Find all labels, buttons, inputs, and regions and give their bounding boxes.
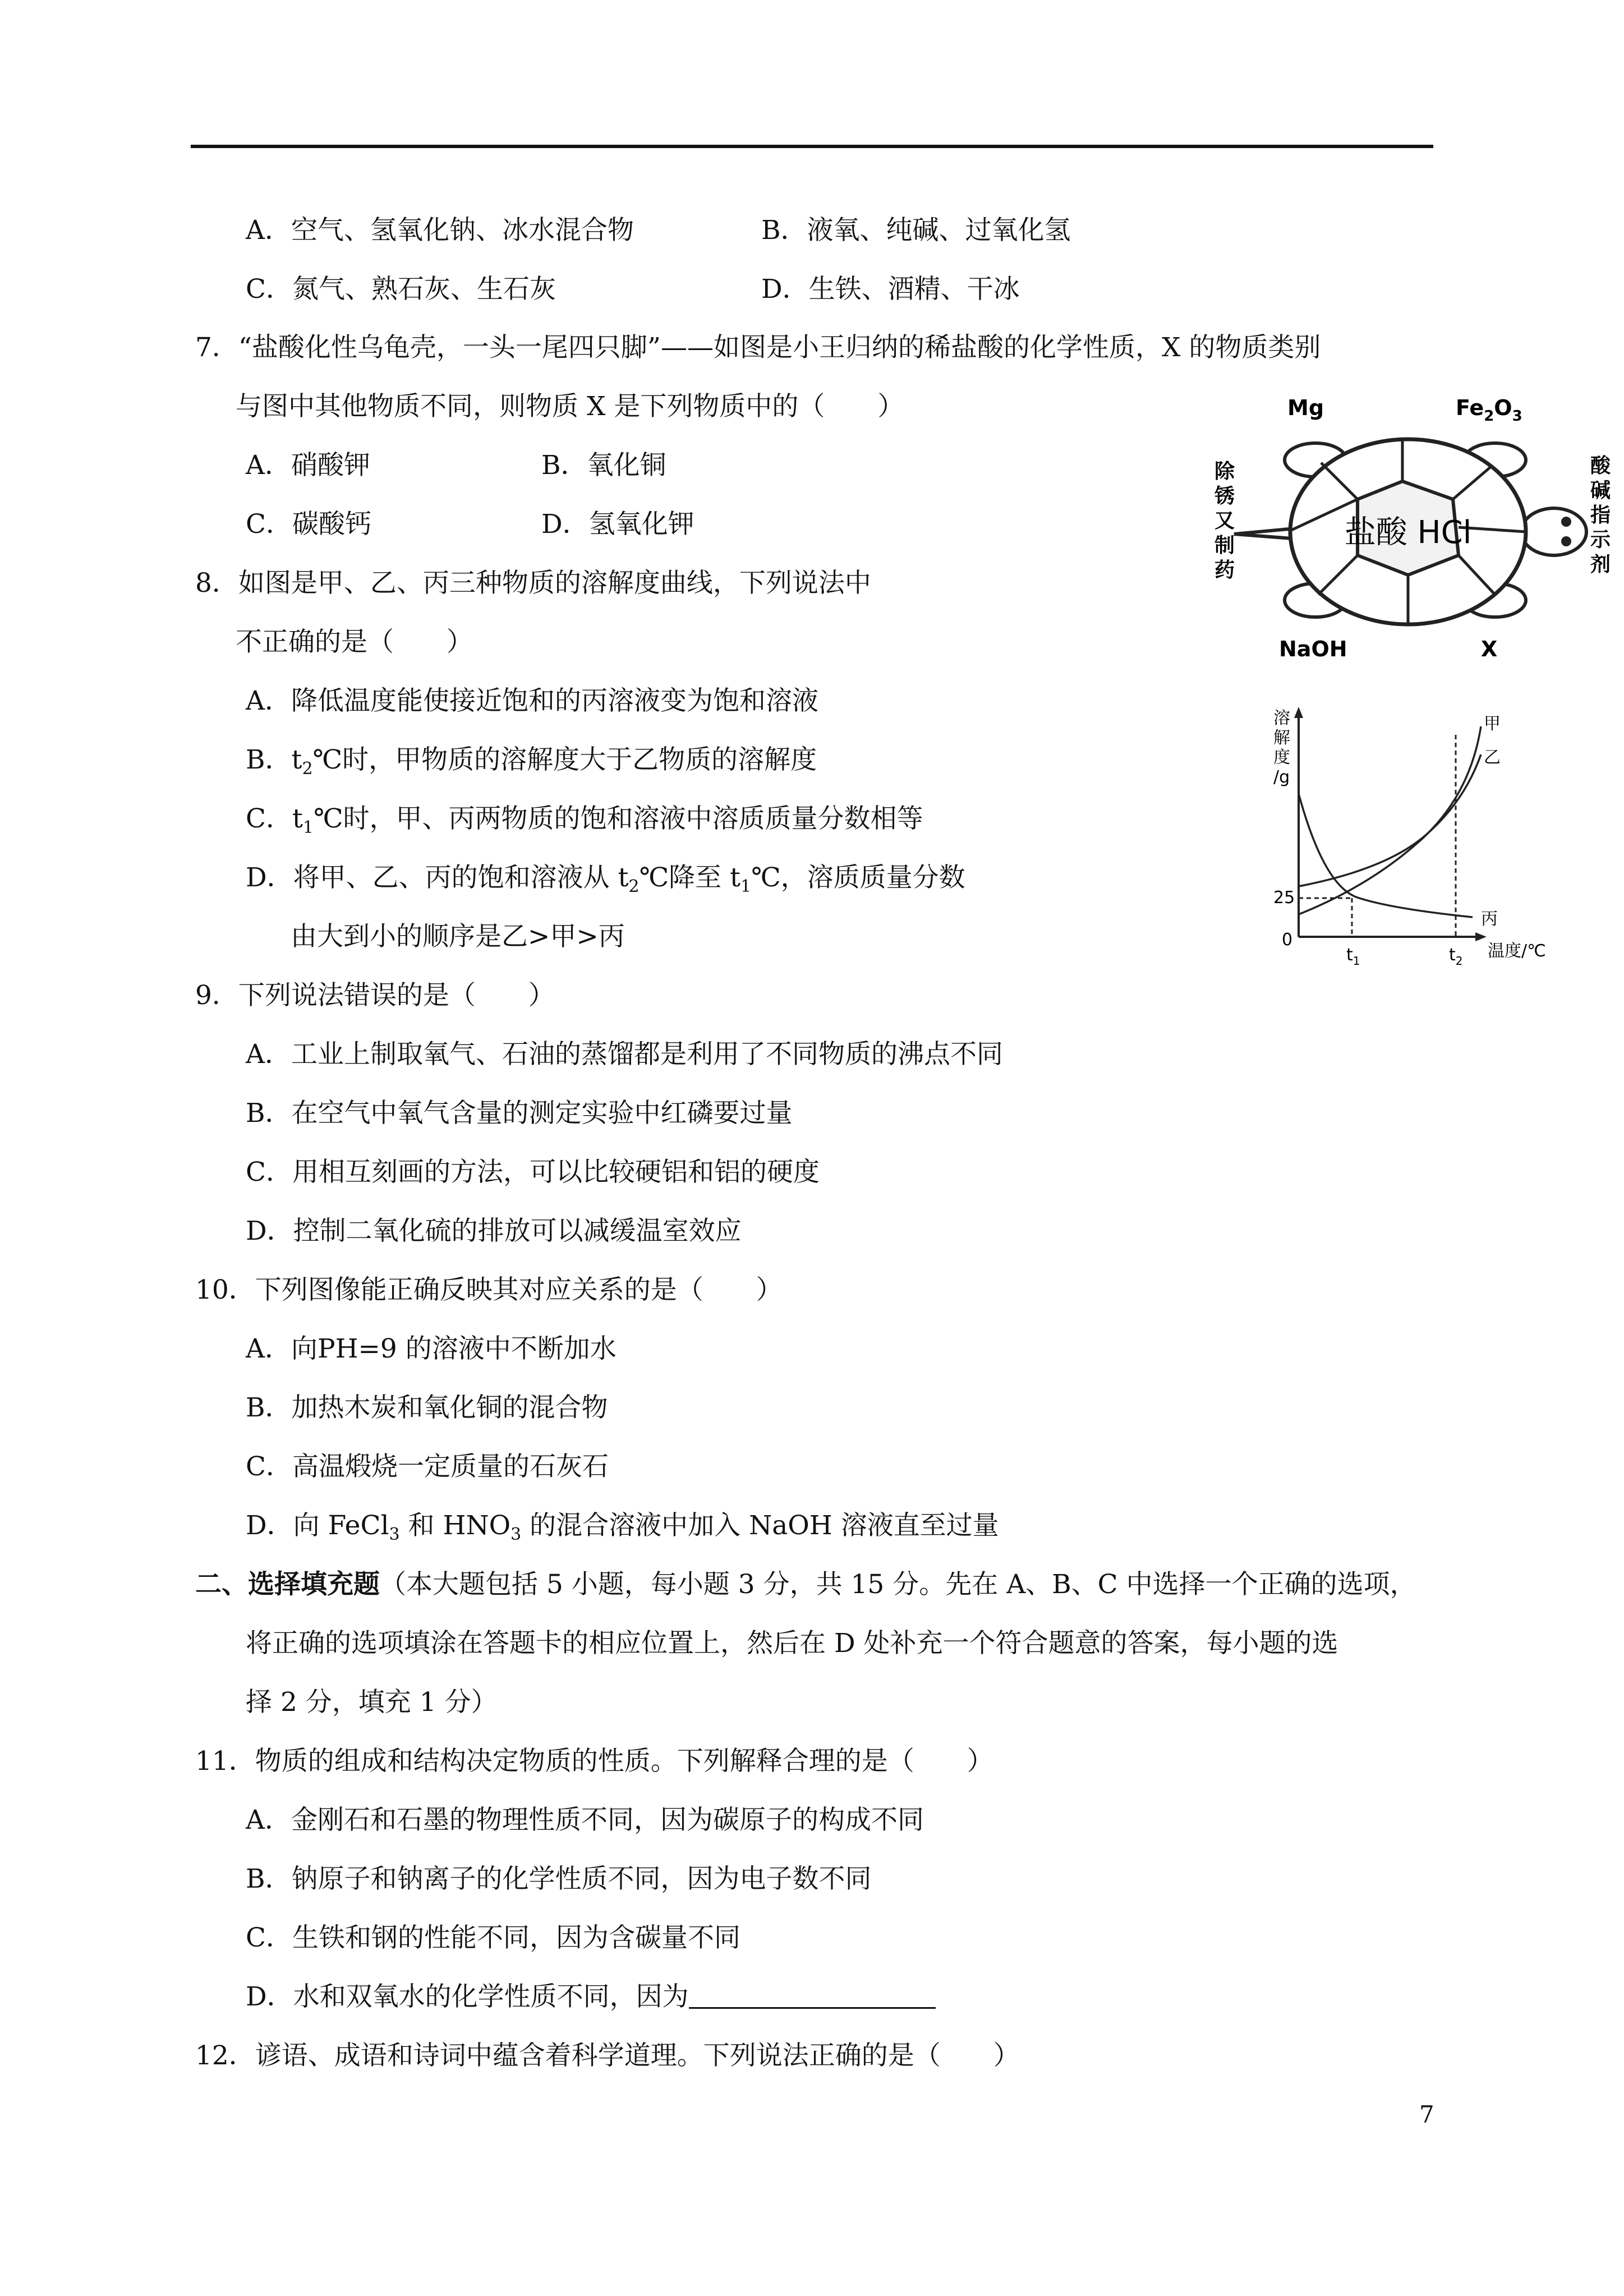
q9-option-c: C．用相互刻画的方法，可以比较硬铝和铝的硬度 xyxy=(246,1157,820,1188)
q8-option-d-line2: 由大到小的顺序是乙>甲>丙 xyxy=(291,921,625,952)
chart-curve-jia xyxy=(1299,726,1481,914)
turtle-left-char: 锈 xyxy=(1214,485,1235,508)
q6-option-d: D．生铁、酒精、干冰 xyxy=(761,274,1020,305)
header-rule xyxy=(191,145,1433,148)
turtle-label-x: X xyxy=(1481,637,1498,661)
turtle-left-char: 药 xyxy=(1214,559,1235,582)
chart-ylabel-char: 解 xyxy=(1273,728,1290,748)
turtle-right-char: 碱 xyxy=(1590,479,1611,502)
turtle-right-char: 示 xyxy=(1590,528,1611,551)
q9-option-a: A．工业上制取氧气、石油的蒸馏都是利用了不同物质的沸点不同 xyxy=(246,1039,1003,1070)
q11-option-b: B．钠原子和钠离子的化学性质不同，因为电子数不同 xyxy=(246,1864,872,1894)
q11-stem: 11．物质的组成和结构决定物质的性质。下列解释合理的是（ ） xyxy=(195,1746,993,1777)
q7-option-b: B．氧化铜 xyxy=(541,450,666,481)
turtle-label-naoh: NaOH xyxy=(1279,637,1347,661)
q10-stem: 10．下列图像能正确反映其对应关系的是（ ） xyxy=(195,1274,783,1305)
q6-option-a: A．空气、氢氧化钠、冰水混合物 xyxy=(246,215,634,246)
q10-option-b: B．加热木炭和氧化铜的混合物 xyxy=(246,1392,608,1423)
q8-option-b: B．$t_2℃$时，甲物质的溶解度大于乙物质的溶解度 xyxy=(246,744,817,779)
q7-option-a: A．硝酸钾 xyxy=(246,450,370,481)
q7-option-d: D．氢氧化钾 xyxy=(541,509,694,540)
q8-option-c: C．$t_1℃$时，甲、丙两物质的饱和溶液中溶质质量分数相等 xyxy=(246,803,923,838)
turtle-label-fe2o3: $Fe_2O_3$ xyxy=(1456,395,1522,425)
chart-ylabel-char: 溶 xyxy=(1273,708,1290,728)
turtle-right-char: 指 xyxy=(1590,504,1611,527)
q11-option-c: C．生铁和钢的性能不同，因为含碳量不同 xyxy=(246,1922,740,1953)
chart-tick-t2: $t_2$ xyxy=(1449,945,1463,968)
chart-ylabel-char: /g xyxy=(1273,767,1290,787)
turtle-right-char: 酸 xyxy=(1590,454,1611,477)
chart-origin: 0 xyxy=(1282,930,1293,950)
chart-y-axis-arrow xyxy=(1294,707,1303,718)
turtle-figure xyxy=(1214,387,1621,668)
q10-option-d: D．向 FeCl$_3$ 和 $HNO_3$ 的混合溶液中加入 NaOH 溶液直至过量 xyxy=(246,1510,999,1544)
q7-option-c: C．碳酸钙 xyxy=(246,509,371,540)
turtle-eye xyxy=(1561,517,1571,527)
q8-stem-line1: 8．如图是甲、乙、丙三种物质的溶解度曲线，下列说法中 xyxy=(195,568,871,599)
chart-ylabel-char: 度 xyxy=(1273,748,1290,767)
q9-option-b: B．在空气中氧气含量的测定实验中红磷要过量 xyxy=(246,1098,793,1129)
section2-heading-line1: 二、选择填充题（本大题包括 5 小题，每小题 3 分，共 15 分。先在 A、B、C 中选择一个正确的选项， xyxy=(195,1569,1416,1600)
turtle-left-char: 又 xyxy=(1214,509,1235,532)
q12-stem: 12．谚语、成语和诗词中蕴含着科学道理。下列说法正确的是（ ） xyxy=(195,2040,1020,2071)
page-number: 7 xyxy=(1419,2101,1434,2128)
chart-series-label-jia: 甲 xyxy=(1484,714,1501,734)
section2-line2: 将正确的选项填涂在答题卡的相应位置上，然后在 D 处补充一个符合题意的答案，每小题的选 xyxy=(246,1628,1338,1659)
turtle-eye xyxy=(1561,536,1571,546)
q9-option-d: D．控制二氧化硫的排放可以减缓温室效应 xyxy=(246,1216,742,1246)
turtle-left-char: 除 xyxy=(1214,460,1235,483)
q8-option-a: A．降低温度能使接近饱和的丙溶液变为饱和溶液 xyxy=(246,685,818,716)
turtle-label-mg: Mg xyxy=(1287,395,1324,420)
q7-stem-line2: 与图中其他物质不同，则物质 X 是下列物质中的（ ） xyxy=(236,391,904,422)
q7-stem-line1: 7．“盐酸化性乌龟壳，一头一尾四只脚”——如图是小王归纳的稀盐酸的化学性质，X 的物质类别 xyxy=(195,332,1321,363)
chart-tick-t1: $t_1$ xyxy=(1346,945,1360,968)
answer-blank[interactable] xyxy=(689,1984,936,2009)
solubility-chart xyxy=(1257,701,1576,976)
q6-option-c: C．氮气、熟石灰、生石灰 xyxy=(246,274,556,305)
q9-stem: 9．下列说法错误的是（ ） xyxy=(195,980,555,1011)
section2-title: 二、选择填充题 xyxy=(195,1569,380,1600)
section2-line3: 择 2 分，填充 1 分） xyxy=(246,1687,498,1718)
turtle-right-char: 剂 xyxy=(1590,553,1611,576)
turtle-head xyxy=(1521,508,1586,555)
q10-option-a: A．向PH=9 的溶液中不断加水 xyxy=(246,1333,617,1364)
chart-x-axis-arrow xyxy=(1475,932,1487,941)
q8-stem-line2: 不正确的是（ ） xyxy=(236,627,473,657)
q6-option-b: B．液氧、纯碱、过氧化氢 xyxy=(761,215,1071,246)
q10-option-c: C．高温煅烧一定质量的石灰石 xyxy=(246,1451,609,1482)
q8-option-d: D．将甲、乙、丙的饱和溶液从 $t_2℃$降至 $t_1℃$，溶质质量分数 xyxy=(246,862,965,896)
chart-series-label-yi: 乙 xyxy=(1484,748,1501,767)
q11-option-a: A．金刚石和石墨的物理性质不同，因为碳原子的构成不同 xyxy=(246,1805,924,1835)
turtle-center-label: 盐酸 HCl xyxy=(1344,514,1472,551)
chart-xlabel: 温度/℃ xyxy=(1488,941,1546,961)
turtle-left-char: 制 xyxy=(1214,534,1235,557)
chart-y-tick-25: 25 xyxy=(1273,888,1295,908)
q11-option-d: D．水和双氧水的化学性质不同，因为 xyxy=(246,1980,936,2014)
chart-series-label-bing: 丙 xyxy=(1481,909,1498,929)
